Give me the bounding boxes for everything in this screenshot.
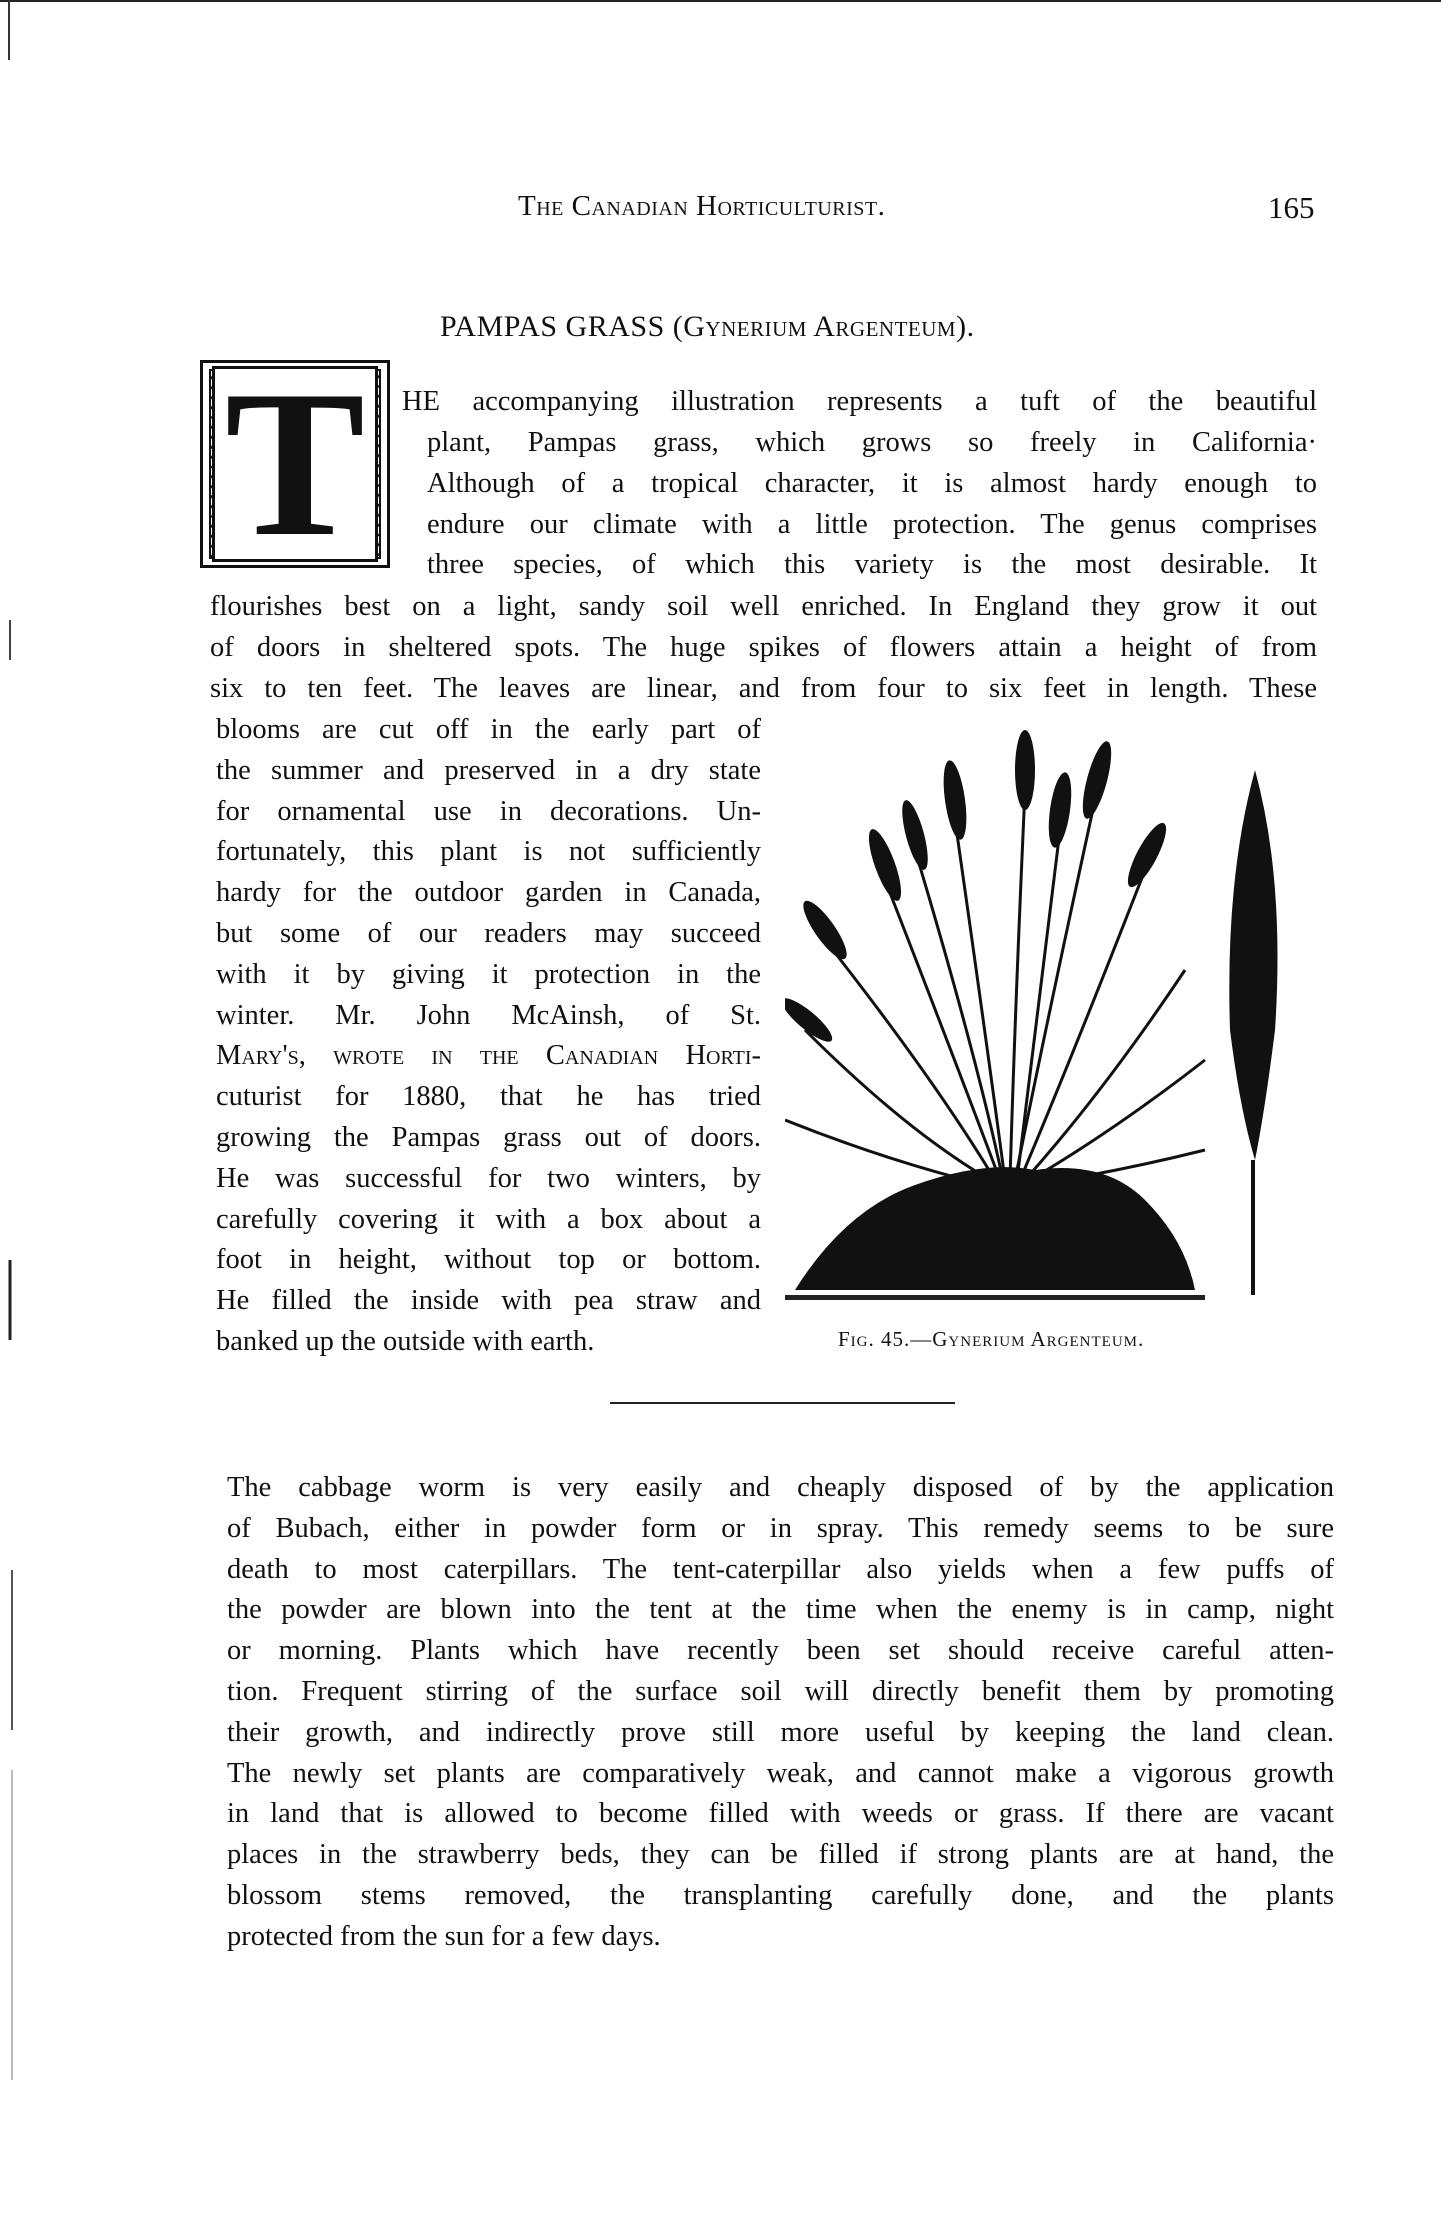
running-header xyxy=(0,190,1441,230)
text-line: with it by giving it protection in the xyxy=(216,958,761,990)
text-line: but some of our readers may succeed xyxy=(216,917,761,949)
text-line: blossom stems removed, the transplanting carefully done, and the plants xyxy=(227,1879,1334,1911)
text-line: He was successful for two winters, by xyxy=(216,1162,761,1194)
running-title: The Canadian Horticulturist. xyxy=(518,190,886,222)
figure-caption: Fig. 45.—Gynerium Argenteum. xyxy=(838,1327,1145,1351)
article-title-close: ). xyxy=(956,310,975,343)
text-line: Although of a tropical character, it is almost hardy enough to xyxy=(427,467,1317,499)
text-line: three species, of which this variety is the most desirable. It xyxy=(427,549,1317,581)
text-line: foot in height, without top or bottom. xyxy=(216,1244,761,1276)
text-line: of doors in sheltered spots. The huge spikes of flowers attain a height of from xyxy=(210,631,1317,663)
text-line: for ornamental use in decorations. Un- xyxy=(216,795,761,827)
text-line: cuturist for 1880, that he has tried xyxy=(216,1081,761,1113)
article-title-main: PAMPAS GRASS ( xyxy=(440,310,684,343)
text-line: in land that is allowed to become filled with weeds or grass. If there are vacant xyxy=(227,1798,1334,1830)
text-line: or morning. Plants which have recently been set should receive careful atten- xyxy=(227,1635,1334,1667)
text-line: Mary's, wrote in the Canadian Horti- xyxy=(216,1040,761,1072)
text-line: endure our climate with a little protection. The genus comprises xyxy=(427,508,1317,540)
text-line: blooms are cut off in the early part of xyxy=(216,714,761,745)
second-article xyxy=(227,1468,1334,1958)
scan-margin-marks xyxy=(6,600,18,2100)
text-line: of Bubach, either in powder form or in spray. This remedy seems to be sure xyxy=(227,1512,1334,1544)
text-line: HE accompanying illustration represents a tuft of the beautiful xyxy=(402,386,1317,417)
text-line: death to most caterpillars. The tent-caterpillar also yields when a few puffs of xyxy=(227,1553,1334,1585)
text-line: hardy for the outdoor garden in Canada, xyxy=(216,877,761,909)
text-line: He filled the inside with pea straw and xyxy=(216,1285,761,1317)
text-line: their growth, and indirectly prove still more useful by keeping the land clean. xyxy=(227,1716,1334,1748)
text-line: growing the Pampas grass out of doors. xyxy=(216,1121,761,1153)
text-line: places in the strawberry beds, they can be filled if strong plants are at hand, the xyxy=(227,1839,1334,1871)
pampas-grass-illustration xyxy=(785,730,1285,1300)
ornamental-drop-cap xyxy=(200,348,390,580)
drop-cap-letter: T xyxy=(212,366,378,562)
text-line: flourishes best on a light, sandy soil well enriched. In England they grow it out xyxy=(210,591,1317,622)
article-title-latin: Gynerium Argenteum xyxy=(683,310,957,343)
text-line: winter. Mr. John McAinsh, of St. xyxy=(216,999,761,1031)
text-line: The cabbage worm is very easily and cheaply disposed of by the application xyxy=(227,1472,1334,1503)
text-line: banked up the outside with earth. xyxy=(216,1325,595,1357)
article-title xyxy=(440,310,975,344)
text-line: the powder are blown into the tent at the time when the enemy is in camp, night xyxy=(227,1594,1334,1626)
para1-indented-lines xyxy=(427,423,1317,586)
text-line: fortunately, this plant is not sufficiently xyxy=(216,836,761,868)
text-line: tion. Frequent stirring of the surface soil will directly benefit them by promoting xyxy=(227,1675,1334,1707)
text-line: carefully covering it with a box about a xyxy=(216,1203,761,1235)
page-number: 165 xyxy=(1268,190,1315,225)
text-line: six to ten feet. The leaves are linear, and from four to six feet in length. These xyxy=(210,672,1317,704)
section-divider xyxy=(610,1402,955,1404)
text-line: protected from the sun for a few days. xyxy=(227,1920,661,1952)
scan-edge-mark xyxy=(8,0,10,60)
para1-full-lines xyxy=(210,587,1317,709)
para1-column-lines xyxy=(216,710,761,1363)
text-line: the summer and preserved in a dry state xyxy=(216,754,761,786)
text-line: The newly set plants are comparatively weak, and cannot make a vigorous growth xyxy=(227,1757,1334,1789)
text-line: plant, Pampas grass, which grows so freely in California· xyxy=(427,427,1317,458)
para1-dropcap-lines xyxy=(402,382,1317,423)
page-top-edge xyxy=(0,0,1441,2)
